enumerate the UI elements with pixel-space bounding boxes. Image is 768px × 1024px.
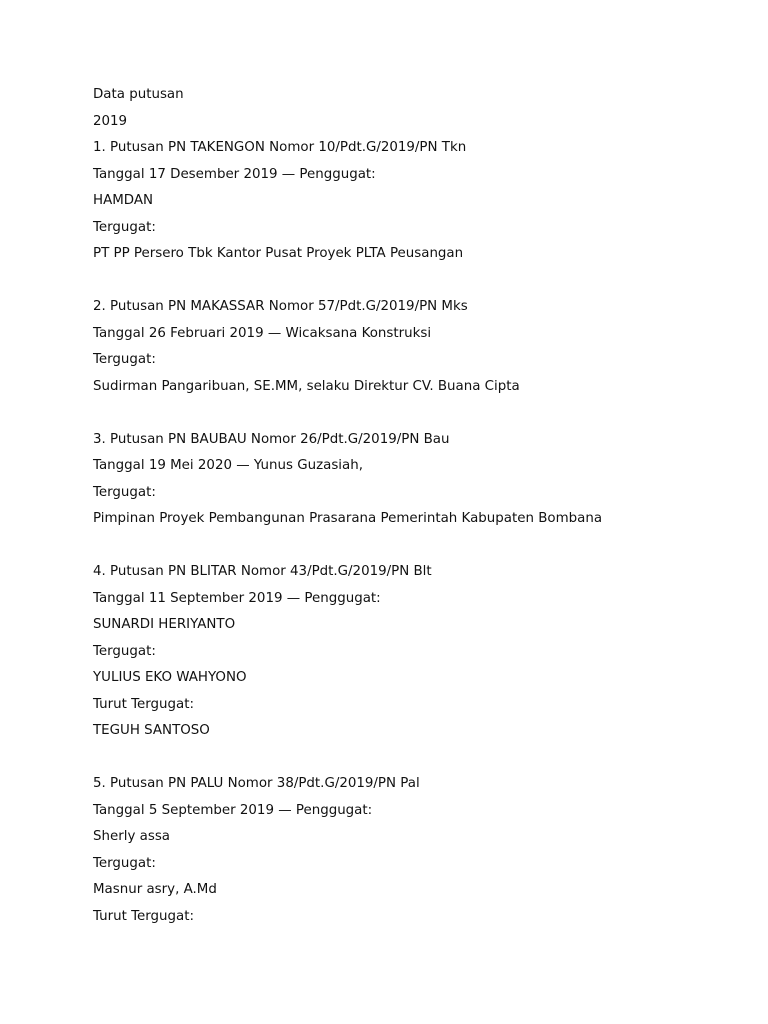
defendant-name: Masnur asry, A.Md [93, 882, 217, 897]
defendant-label: Tergugat: [93, 643, 156, 659]
case-block-2 [93, 294, 733, 400]
case-date-line: Tanggal 19 Mei 2020 — Yunus Guzasiah, [93, 458, 363, 473]
defendant-label: Tergugat: [93, 352, 156, 367]
case-heading: 4. Putusan PN BLITAR Nomor 43/Pdt.G/2019/PN Blt [93, 564, 432, 579]
case-date-line: Tanggal 11 September 2019 — Penggugat: [93, 590, 381, 606]
document-title: Data putusan [93, 87, 184, 102]
case-block-4 [93, 559, 733, 745]
case-separator [93, 533, 733, 560]
case-heading: 3. Putusan PN BAUBAU Nomor 26/Pdt.G/2019/PN Bau [93, 431, 450, 447]
case-heading: 5. Putusan PN PALU Nomor 38/Pdt.G/2019/PN Pal [93, 776, 420, 791]
case-block-1 [93, 135, 733, 268]
case-date-line: Tanggal 17 Desember 2019 — Penggugat: [93, 166, 376, 182]
defendant-name: PT PP Persero Tbk Kantor Pusat Proyek PLTA Peusangan [93, 246, 464, 261]
case-heading: 1. Putusan PN TAKENGON Nomor 10/Pdt.G/2019/PN Tkn [93, 140, 467, 155]
co-defendant-label: Turut Tergugat: [93, 908, 194, 924]
defendant-name: Pimpinan Proyek Pembangunan Prasarana Pemerintah Kabupaten Bombana [93, 511, 603, 526]
case-block-5 [93, 771, 733, 930]
case-separator [93, 268, 733, 295]
defendant-label: Tergugat: [93, 219, 156, 235]
co-defendant-label: Turut Tergugat: [93, 696, 194, 712]
case-block-3 [93, 427, 733, 533]
co-defendant-name: TEGUH SANTOSO [93, 723, 210, 738]
plaintiff-name: Sherly assa [93, 829, 170, 844]
plaintiff-name: HAMDAN [93, 193, 154, 208]
case-date-line: Tanggal 5 September 2019 — Penggugat: [93, 802, 373, 818]
defendant-name: Sudirman Pangaribuan, SE.MM, selaku Direktur CV. Buana Cipta [93, 378, 520, 394]
case-separator [93, 400, 733, 427]
case-separator [93, 745, 733, 772]
defendant-name: YULIUS EKO WAHYONO [93, 670, 247, 685]
case-date-line: Tanggal 26 Februari 2019 — Wicaksana Konstruksi [93, 325, 432, 341]
defendant-label: Tergugat: [93, 484, 156, 500]
document-page [93, 82, 733, 930]
defendant-label: Tergugat: [93, 855, 156, 871]
case-heading: 2. Putusan PN MAKASSAR Nomor 57/Pdt.G/2019/PN Mks [93, 299, 468, 314]
document-year: 2019 [93, 113, 128, 129]
plaintiff-name: SUNARDI HERIYANTO [93, 617, 236, 632]
